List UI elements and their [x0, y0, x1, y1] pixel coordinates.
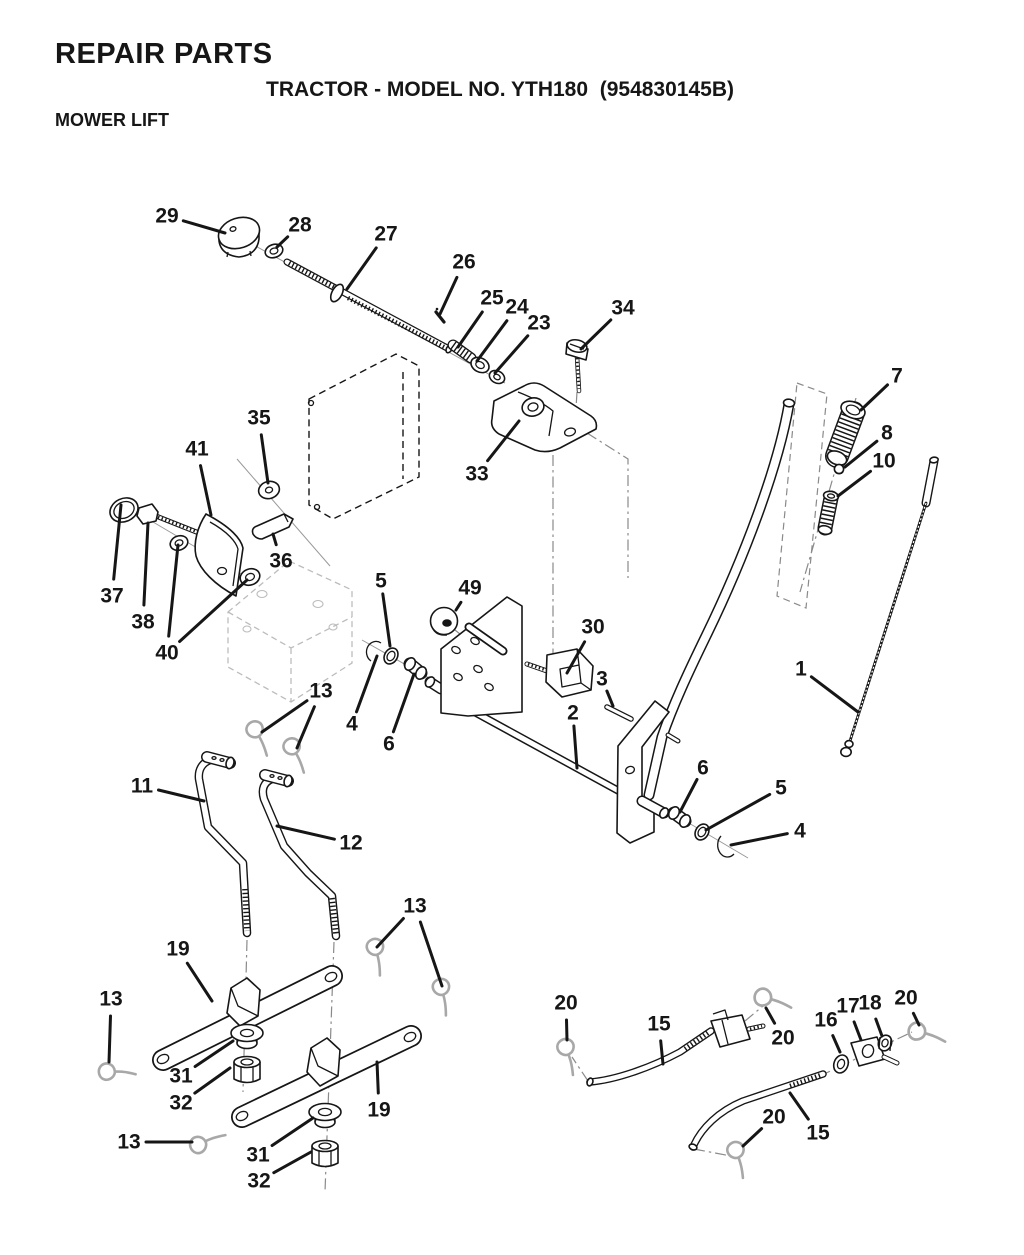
hairpin-13-a: [245, 720, 270, 759]
part-3-pin: [607, 707, 631, 719]
callout-49: 49: [458, 576, 482, 600]
callout-leader-25: [458, 312, 482, 347]
callout-6: 6: [697, 756, 709, 780]
callout-16: 16: [814, 1008, 838, 1032]
callout-32: 32: [247, 1169, 271, 1193]
callout-31: 31: [169, 1064, 193, 1088]
callout-leader-17: [854, 1022, 861, 1040]
part-41-plate: [195, 514, 243, 596]
callout-38: 38: [131, 610, 155, 634]
part-32-nut-b: [312, 1141, 338, 1167]
part-33-bracket: [492, 383, 597, 452]
callout-leader-23: [495, 336, 528, 373]
callout-25: 25: [480, 286, 504, 310]
callout-15: 15: [806, 1121, 830, 1145]
callout-leader-20: [743, 1129, 762, 1146]
part-16-washer: [831, 1053, 850, 1075]
callout-36: 36: [269, 549, 293, 573]
callout-leader-16: [833, 1036, 840, 1052]
hairpin-20-a: [557, 1038, 576, 1076]
callout-41: 41: [185, 437, 209, 461]
callout-13: 13: [403, 894, 427, 918]
callout-20: 20: [894, 986, 918, 1010]
part-37-ring: [106, 493, 142, 526]
part-4-clip-left: [366, 641, 381, 661]
callout-leader-2: [574, 726, 577, 768]
callout-19: 19: [367, 1098, 391, 1122]
part-30-clamp-bolt: [527, 649, 593, 697]
part-11-lift-link: [199, 756, 247, 933]
callout-20: 20: [762, 1105, 786, 1129]
callout-19: 19: [166, 937, 190, 961]
part-49-cap: [431, 608, 458, 636]
callout-leader-4: [731, 834, 787, 845]
callout-leader-5: [706, 794, 770, 830]
callout-leader-3: [607, 691, 613, 706]
callout-33: 33: [465, 462, 489, 486]
callout-18: 18: [858, 991, 882, 1015]
callout-leader-31: [272, 1118, 313, 1146]
page-title: REPAIR PARTS: [55, 38, 273, 70]
part-8-ball: [834, 464, 843, 473]
section-title: MOWER LIFT: [55, 110, 169, 130]
callout-leader-13: [262, 701, 307, 732]
callout-24: 24: [505, 295, 529, 319]
callout-leader-13: [109, 1016, 111, 1062]
callout-leader-1: [811, 677, 858, 712]
callout-20: 20: [554, 991, 578, 1015]
callout-leader-28: [277, 237, 288, 247]
callout-27: 27: [374, 222, 398, 246]
callout-29: 29: [155, 204, 179, 228]
part-5-washer-right: [692, 822, 711, 843]
callout-1: 1: [795, 657, 807, 681]
callout-8: 8: [881, 421, 893, 445]
reference-lines: [131, 243, 912, 1192]
callout-35: 35: [247, 406, 271, 430]
callout-31: 31: [246, 1143, 270, 1167]
part-31-washer-b: [309, 1104, 341, 1128]
callout-leader-35: [261, 435, 268, 483]
part-10-spring: [818, 490, 840, 535]
callout-leader-19: [377, 1062, 378, 1093]
callout-leader-13: [377, 919, 403, 948]
callout-12: 12: [339, 831, 363, 855]
callout-leader-38: [144, 523, 148, 605]
callout-13: 13: [309, 679, 333, 703]
callout-leader-36: [273, 534, 276, 545]
part-6-bushing-left: [403, 656, 429, 681]
callout-leader-18: [876, 1019, 882, 1036]
callout-28: 28: [288, 213, 312, 237]
callout-32: 32: [169, 1091, 193, 1115]
callout-leader-5: [383, 594, 390, 646]
callout-leader-34: [581, 320, 611, 349]
callout-leader-40: [180, 580, 247, 642]
part-31-washer-a: [231, 1025, 263, 1049]
callout-20: 20: [771, 1026, 795, 1050]
callout-30: 30: [581, 615, 605, 639]
callout-leader-29: [183, 221, 225, 233]
callout-13: 13: [117, 1130, 141, 1154]
callout-leader-41: [201, 466, 212, 515]
hairpin-20-c: [905, 1020, 946, 1054]
callout-leader-49: [456, 602, 461, 610]
callout-6: 6: [383, 732, 395, 756]
callout-leader-24: [477, 321, 507, 361]
callout-leader-19: [187, 963, 212, 1001]
callout-leader-12: [277, 826, 334, 839]
callout-leader-6: [680, 780, 697, 813]
part-6-bushing-right: [667, 805, 693, 829]
hairpin-13-e: [97, 1062, 136, 1087]
callout-4: 4: [794, 819, 806, 843]
callout-40: 40: [155, 641, 179, 665]
callout-13: 13: [99, 987, 123, 1011]
model-line: TRACTOR - MODEL NO. YTH180 (954830145B): [266, 78, 734, 101]
callout-7: 7: [891, 364, 903, 388]
callout-leader-40: [169, 545, 178, 636]
callout-3: 3: [596, 667, 608, 691]
callout-leader-27: [347, 248, 376, 289]
callout-15: 15: [647, 1012, 671, 1036]
callout-leader-20: [567, 1020, 568, 1040]
callout-leader-20: [766, 1008, 775, 1023]
part-4-clip-right: [718, 836, 734, 857]
callout-37: 37: [100, 584, 124, 608]
part-5-washer-left: [381, 646, 400, 667]
callout-26: 26: [452, 250, 476, 274]
callout-5: 5: [375, 569, 387, 593]
hairpin-13-b: [282, 737, 307, 776]
callout-leader-13: [420, 922, 442, 986]
part-12-lift-link: [263, 774, 336, 936]
callout-leader-4: [357, 656, 378, 712]
callout-2: 2: [567, 701, 579, 725]
hairpin-20-b: [751, 986, 792, 1020]
callout-leader-10: [838, 471, 871, 496]
callout-leader-7: [861, 385, 888, 410]
part-32-nut-a: [234, 1057, 260, 1083]
part-29-knob: [214, 212, 263, 257]
callout-leader-26: [440, 277, 457, 314]
panel-reference-outline: [309, 354, 420, 519]
callout-17: 17: [836, 994, 860, 1018]
callout-11: 11: [130, 774, 154, 798]
part-27-threaded-rod: [287, 262, 453, 354]
callout-23: 23: [527, 311, 551, 335]
callout-leader-32: [195, 1068, 230, 1093]
hairpin-13-f: [189, 1132, 228, 1154]
part-15-rod-upper: [586, 1010, 763, 1087]
hairpin-cotters: [97, 720, 947, 1180]
callout-10: 10: [872, 449, 896, 473]
callout-5: 5: [775, 776, 787, 800]
callout-4: 4: [346, 712, 358, 736]
callout-leader-32: [274, 1152, 311, 1173]
callout-leader-15: [790, 1093, 808, 1119]
callout-leader-13: [297, 707, 314, 748]
callout-34: 34: [611, 296, 635, 320]
callout-leader-6: [393, 674, 414, 732]
